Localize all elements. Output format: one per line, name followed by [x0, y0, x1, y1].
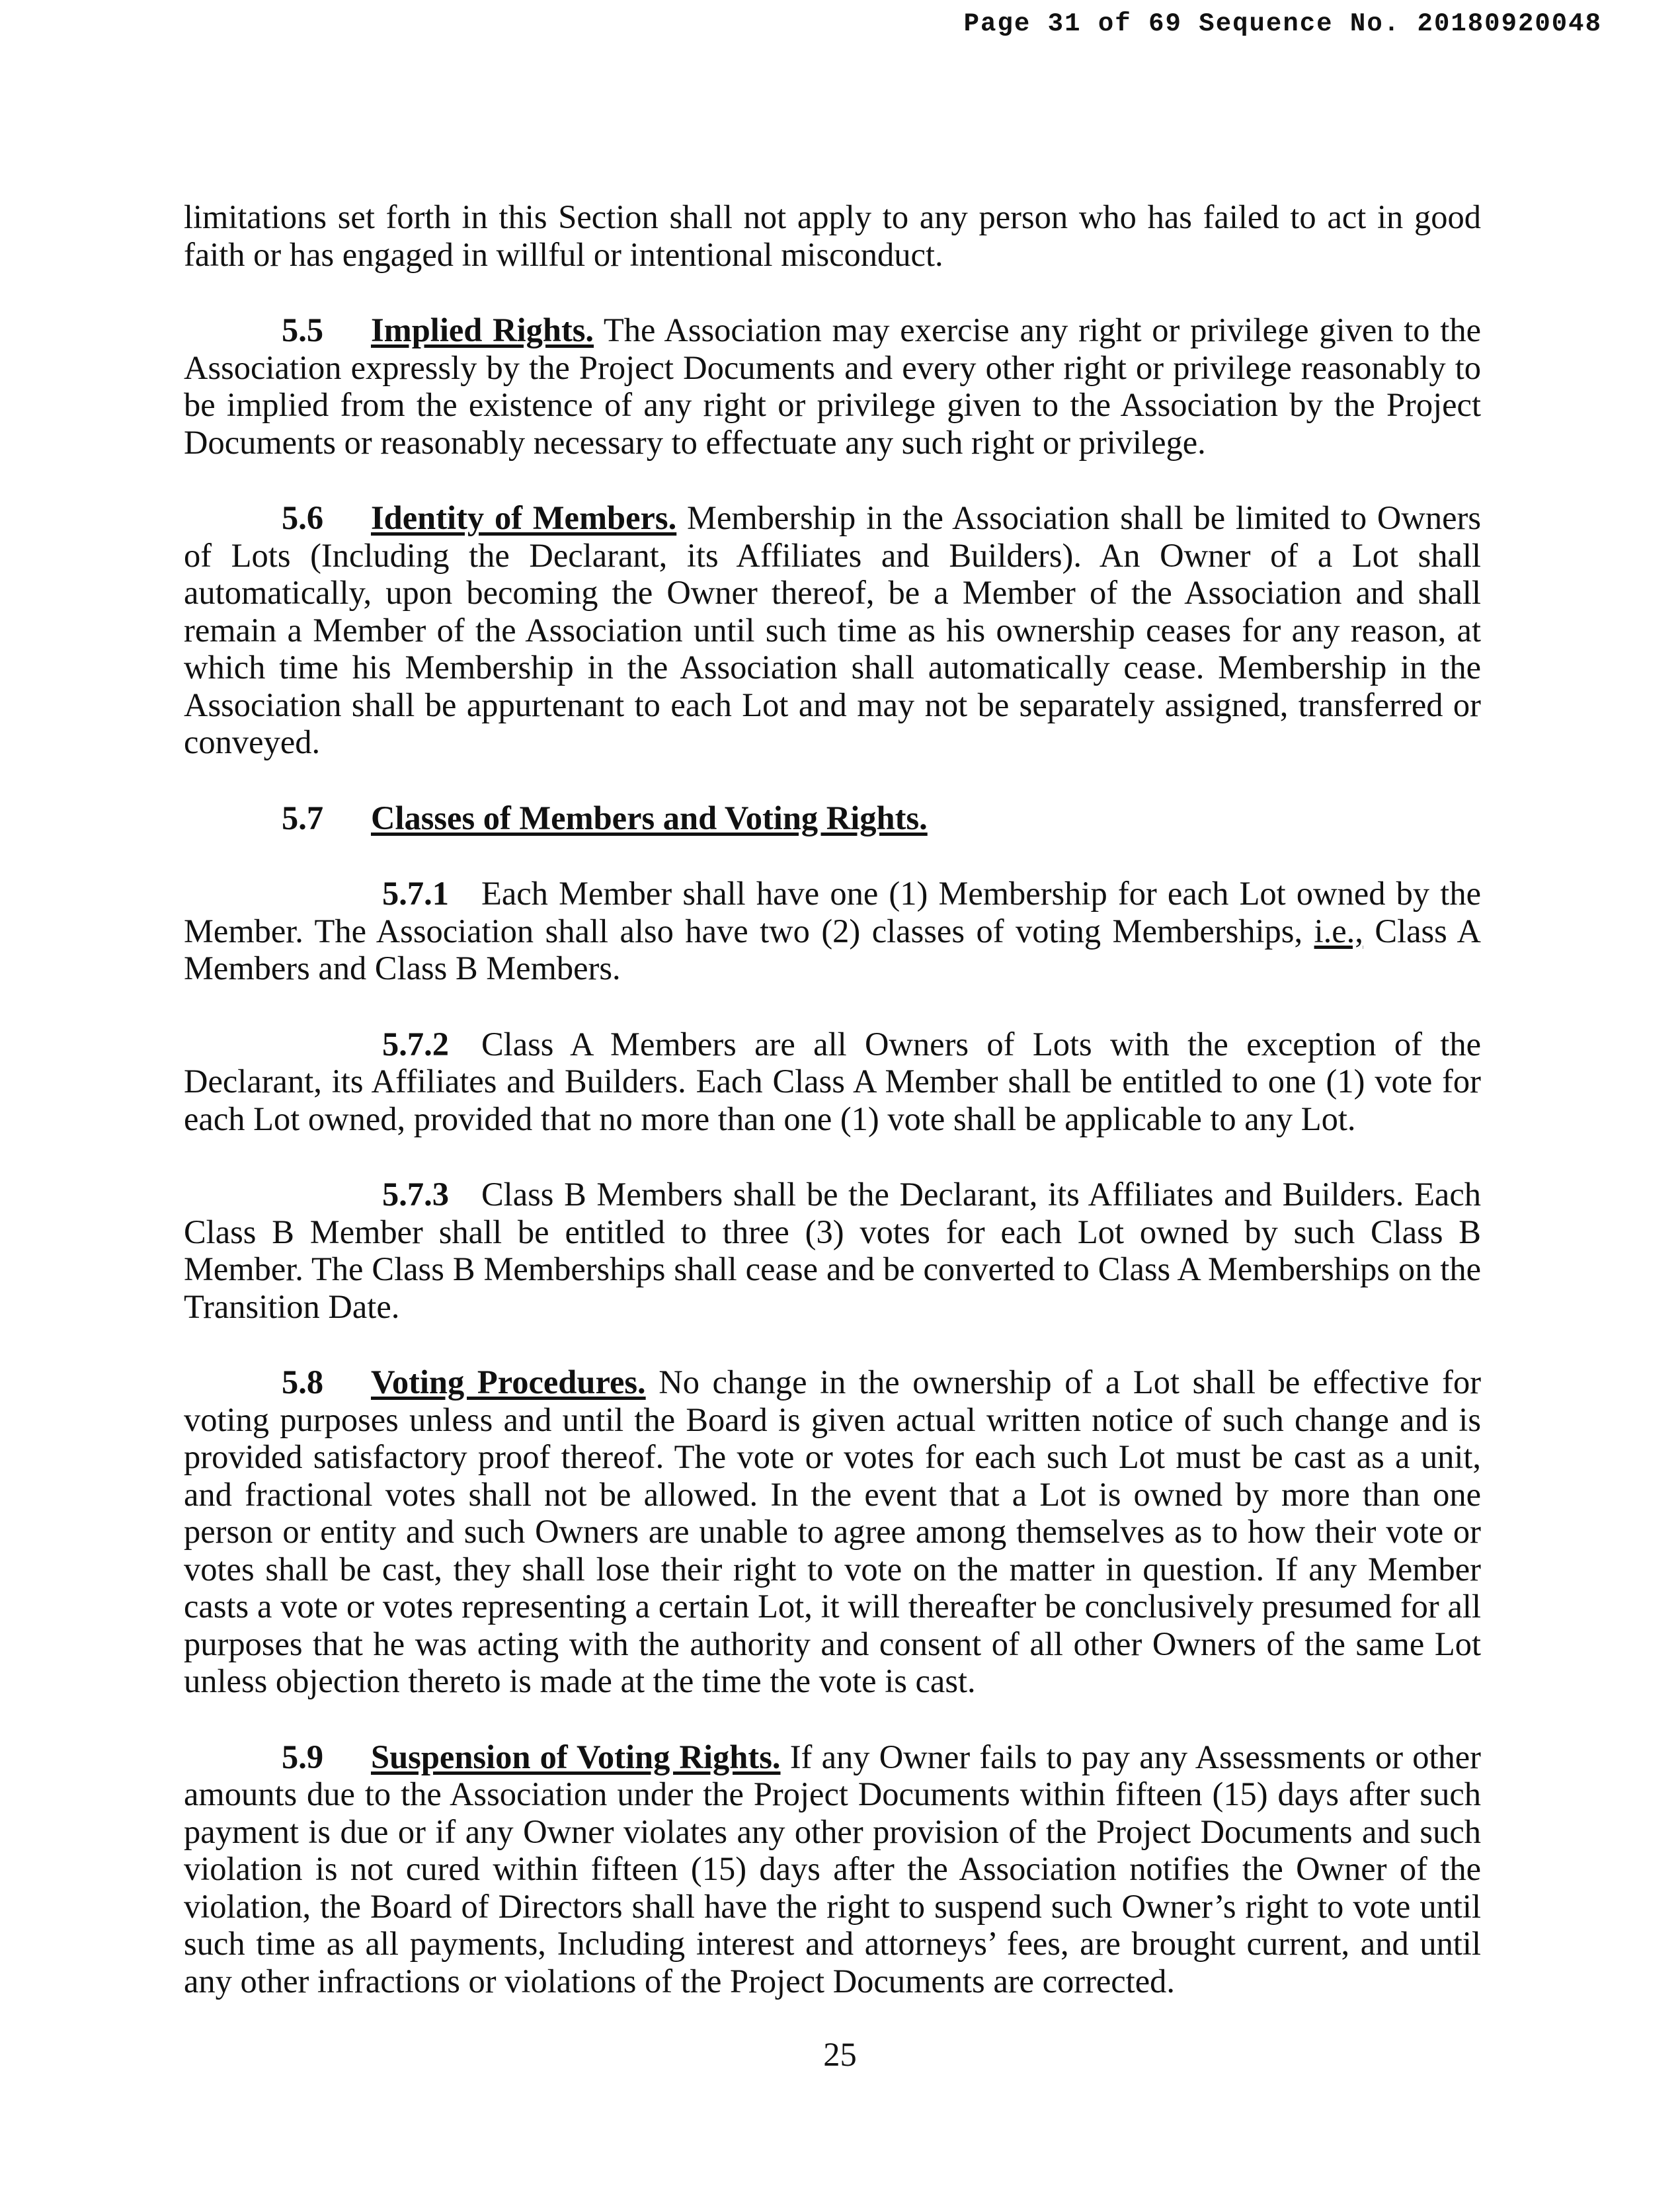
section-number: 5.9 [282, 1738, 324, 1775]
section-heading: Identity of Members. [371, 499, 677, 536]
section-text: Class A Members and Class B Members. [184, 912, 1481, 987]
section-text: Each Member shall have one (1) Membership for each Lot owned by the Member. The Association shall also have two (2) classes of voting Memberships, [184, 875, 1481, 950]
page-number: 25 [823, 2036, 857, 2073]
section-5-5 [184, 311, 1481, 461]
section-heading: Suspension of Voting Rights. [371, 1738, 781, 1775]
paragraph-continuation: limitations set forth in this Section shall not apply to any person who has failed to act in good faith or has engaged in willful or intentional misconduct. [184, 198, 1481, 273]
document-body [184, 198, 1481, 2038]
section-number: 5.7.3 [382, 1176, 449, 1213]
section-number: 5.7 [282, 799, 324, 836]
section-5-6 [184, 499, 1481, 761]
section-5-8 [184, 1364, 1481, 1700]
section-heading: Classes of Members and Voting Rights. [371, 799, 928, 836]
section-5-7-3 [184, 1176, 1481, 1325]
section-5-7 [184, 799, 1481, 837]
page-sequence-stamp: Page 31 of 69 Sequence No. 20180920048 [963, 9, 1602, 38]
section-number: 5.8 [282, 1364, 324, 1401]
section-5-7-1 [184, 875, 1481, 987]
section-text: If any Owner fails to pay any Assessments or other amounts due to the Association under the Project Documents within fifteen (15) days after such payment is due or if any Owner violates any other provision of the Project Documents and such violation is not cured within fifteen (15) days after the Association notifies the Owner of the violation, the Board of Directors shall have the right to suspend such Owner’s right to vote until such time as all payments, Including interest and attorneys’ fees, are brought current, and until any other infractions or violations of the Project Documents are corrected. [184, 1738, 1482, 2000]
section-heading: Voting Procedures. [371, 1364, 646, 1401]
section-5-9 [184, 1738, 1481, 2000]
section-number: 5.6 [282, 499, 324, 536]
section-number: 5.5 [282, 311, 324, 348]
section-text: The Association may exercise any right or privilege given to the Association expressly by the Project Documents and every other right or privilege reasonably to be implied from the existence of any right or privilege given to the Association by the Project Documents or reasonably necessary to effectuate any such right or privilege. [184, 311, 1481, 461]
section-heading: Implied Rights. [371, 311, 594, 348]
section-text: Class A Members are all Owners of Lots with the exception of the Declarant, its Affiliates and Builders. Each Class A Member shall be entitled to one (1) vote for each Lot owned, provided that no more than one (1) vote shall be applicable to any Lot. [184, 1025, 1481, 1137]
ie-abbreviation: i.e., [1314, 912, 1363, 950]
section-text: Membership in the Association shall be limited to Owners of Lots (Including the Declarant, its Affiliates and Builders). An Owner of a Lot shall automatically, upon becoming the Owner thereof, be a Member of the Association and shall remain a Member of the Association until such time as his ownership ceases for any reason, at which time his Membership in the Association shall automatically cease. Membership in the Association shall be appurtenant to each Lot and may not be separately assigned, transferred or conveyed. [184, 499, 1482, 760]
section-text: No change in the ownership of a Lot shall be effective for voting purposes unless and until the Board is given actual written notice of such change and is provided satisfactory proof thereof. The vote or votes for each such Lot must be cast as a unit, and fractional votes shall not be allowed. In the event that a Lot is owned by more than one person or entity and such Owners are unable to agree among themselves as to how their vote or votes shall be cast, they shall lose their right to vote on the matter in question. If any Member casts a vote or votes representing a certain Lot, it will thereafter be conclusively presumed for all purposes that he was acting with the authority and consent of all other Owners of the same Lot unless objection thereto is made at the time the vote is cast. [184, 1364, 1482, 1699]
section-number: 5.7.2 [382, 1025, 449, 1063]
section-text: Class B Members shall be the Declarant, its Affiliates and Builders. Each Class B Member shall be entitled to three (3) votes for each Lot owned by such Class B Member. The Class B Memberships shall cease and be converted to Class A Memberships on the Transition Date. [184, 1176, 1481, 1325]
section-number: 5.7.1 [382, 875, 449, 912]
section-5-7-2 [184, 1026, 1481, 1138]
